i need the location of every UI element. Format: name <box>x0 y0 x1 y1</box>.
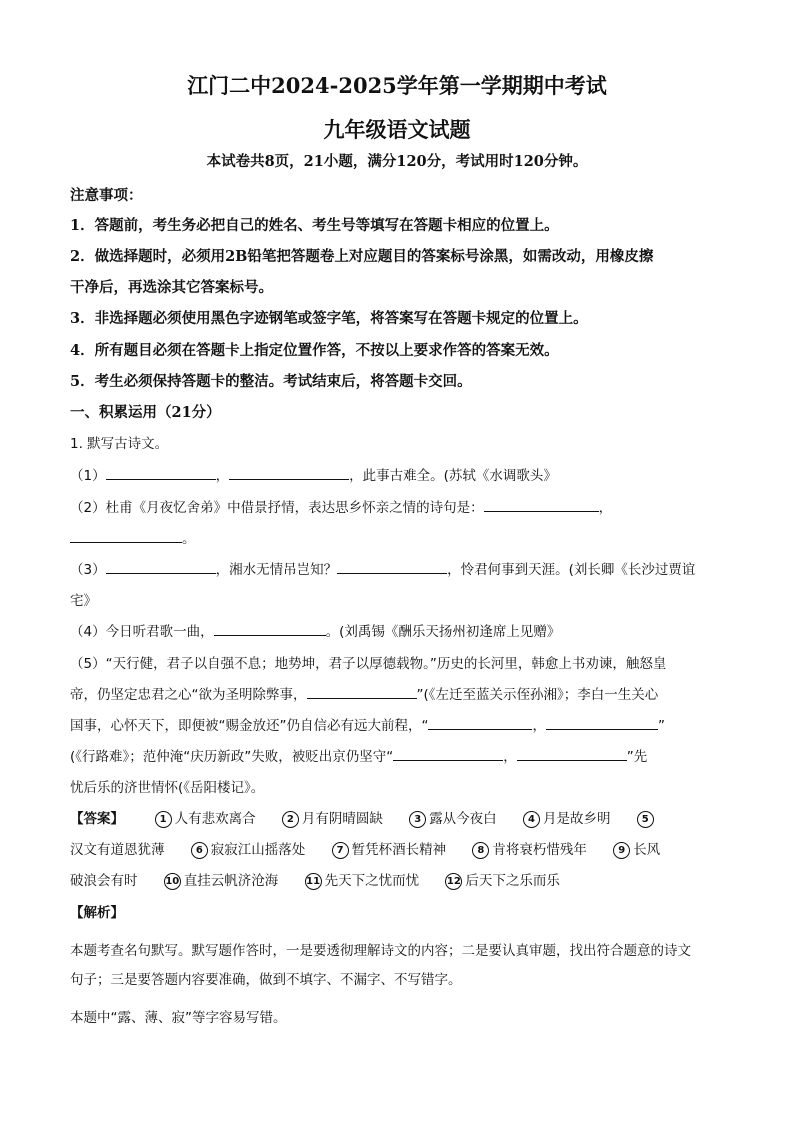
answer-blank <box>428 715 532 730</box>
question-text: 。(刘禹锡《酬乐天扬州初逢席上见赠》 <box>325 624 561 640</box>
question-text: ” <box>657 718 665 734</box>
number-badge: 10 <box>164 873 181 890</box>
answer-item <box>472 842 587 858</box>
answer-text: 人有悲欢离合 <box>174 811 256 827</box>
question-text: 国事，心怀天下，即便被“赐金放还”仍自信必有远大前程，“ <box>70 718 429 734</box>
question-text: ，怜君何事到天涯。(刘长卿《长沙过贾谊 <box>447 562 696 578</box>
answer-blank <box>546 715 658 730</box>
number-badge: 6 <box>191 842 208 859</box>
separator: ， <box>215 468 230 484</box>
question-number: （1） <box>70 468 106 484</box>
answer-item <box>305 873 420 889</box>
answer-item <box>155 811 256 827</box>
notice-item: 干净后，再选涂其它答案标号。 <box>70 279 273 296</box>
number-badge: 1 <box>155 811 172 828</box>
number-badge: 12 <box>445 873 462 890</box>
answer-blank <box>214 621 326 636</box>
question-line <box>70 683 658 703</box>
notice-item: 2．做选择题时，必须用2B铅笔把答题卷上对应题目的答案标号涂黑，如需改动，用橡皮擦 <box>70 248 654 265</box>
answer-blank <box>229 465 349 480</box>
answer-text: 暂凭杯酒长精神 <box>351 842 447 858</box>
exam-subtitle: 九年级语文试题 <box>323 117 471 142</box>
question-line <box>70 527 196 547</box>
question-text: ，此事古难全。(苏轼《水调歌头》 <box>349 468 557 484</box>
separator: ， <box>598 500 613 516</box>
question-line <box>70 620 560 640</box>
answer-text: 月有阴晴圆缺 <box>301 811 383 827</box>
exam-info: 本试卷共8页，21小题，满分120分，考试用时120分钟。 <box>206 153 588 170</box>
question-stem: 1. 默写古诗文。 <box>70 436 169 452</box>
question-line: 宅》 <box>70 593 97 609</box>
number-badge: 4 <box>523 811 540 828</box>
analysis-paragraph: 本题中“露、薄、寂”等字容易写错。 <box>70 1010 287 1026</box>
answer-blank <box>517 746 627 761</box>
number-badge: 8 <box>472 842 489 859</box>
analysis-paragraph: 句子；三是要答题内容要准确，做到不填字、不漏字、不写错字。 <box>70 972 462 988</box>
notice-item: 3．非选择题必须使用黑色字迹钢笔或签字笔，将答案写在答题卡规定的位置上。 <box>70 310 588 327</box>
answer-item <box>282 811 383 827</box>
answer-line <box>70 838 660 859</box>
question-line <box>70 714 665 734</box>
answer-item <box>332 842 447 858</box>
answer-blank <box>337 559 447 574</box>
answer-item <box>445 873 560 889</box>
answer-text: 长风 <box>633 842 661 858</box>
number-badge: 3 <box>409 811 426 828</box>
question-line <box>70 464 557 484</box>
number-badge: 11 <box>305 873 322 890</box>
answer-blank <box>307 684 417 699</box>
answer-item <box>523 811 611 827</box>
number-badge: 9 <box>613 842 630 859</box>
answer-text: 汉文有道恩犹薄 <box>70 842 165 858</box>
section-heading: 一、积累运用（21分） <box>70 404 221 421</box>
answer-text: 露从今夜白 <box>429 811 497 827</box>
notice-heading: 注意事项： <box>70 187 143 204</box>
question-text: (《行路难》；范仲淹“庆历新政”失败，被贬出京仍坚守“ <box>70 749 394 765</box>
answer-text: 破浪会有时 <box>70 873 138 889</box>
answer-item <box>613 842 660 858</box>
question-line: （5）“天行健，君子以自强不息；地势坤，君子以厚德载物。”历史的长河里，韩愈上书劝谏，触怒皇 <box>70 656 667 672</box>
notice-item: 5．考生必须保持答题卡的整洁。考试结束后，将答题卡交回。 <box>70 373 472 390</box>
question-text: （4）今日听君歌一曲， <box>70 624 214 640</box>
question-text: ，湘水无情吊岂知？ <box>215 562 338 578</box>
answer-text: 后天下之乐而乐 <box>465 873 560 889</box>
question-line <box>70 496 612 516</box>
separator: ， <box>532 718 546 734</box>
analysis-paragraph: 本题考查名句默写。默写题作答时，一是要透彻理解诗文的内容；二是要认真审题，找出符合题意的诗文 <box>70 943 691 959</box>
answer-text: 直挂云帆济沧海 <box>183 873 279 889</box>
answer-line <box>70 807 657 828</box>
answer-blank <box>484 497 599 512</box>
question-line: 忧后乐的济世情怀(《岳阳楼记》。 <box>70 780 265 796</box>
separator: ， <box>503 749 517 765</box>
answer-item <box>409 811 497 827</box>
answer-text: 肯将衰朽惜残年 <box>492 842 587 858</box>
answer-line <box>70 869 560 890</box>
answer-blank <box>106 559 216 574</box>
exam-title: 江门二中2024-2025学年第一学期期中考试 <box>187 73 607 98</box>
analysis-label: 【解析】 <box>70 905 124 921</box>
answer-blank <box>106 465 216 480</box>
number-badge: 7 <box>332 842 349 859</box>
number-badge: 5 <box>637 811 654 828</box>
question-text: ”先 <box>626 749 648 765</box>
answer-text: 月是故乡明 <box>542 811 611 827</box>
notice-item: 4．所有题目必须在答题卡上指定位置作答，不按以上要求作答的答案无效。 <box>70 342 559 359</box>
answer-text: 寂寂江山摇落处 <box>210 842 306 858</box>
answer-blank <box>393 746 503 761</box>
number-badge: 2 <box>282 811 299 828</box>
answer-label: 【答案】 <box>70 811 124 827</box>
answer-text: 先天下之忧而忧 <box>324 873 420 889</box>
answer-item <box>191 842 306 858</box>
question-number: （3） <box>70 562 106 578</box>
notice-item: 1．答题前，考生务必把自己的姓名、考生号等填写在答题卡相应的位置上。 <box>70 217 559 234</box>
question-text: （2）杜甫《月夜忆舍弟》中借景抒情，表达思乡怀亲之情的诗句是： <box>70 500 484 516</box>
question-text: ”(《左迁至蓝关示侄孙湘》；李白一生关心 <box>416 687 659 703</box>
question-line <box>70 558 695 578</box>
question-text: 帝，仍坚定忠君之心“欲为圣明除弊事， <box>70 687 307 703</box>
answer-item <box>637 811 657 827</box>
question-line <box>70 745 647 765</box>
answer-blank <box>70 528 182 543</box>
period: 。 <box>182 531 196 547</box>
answer-item <box>164 873 279 889</box>
